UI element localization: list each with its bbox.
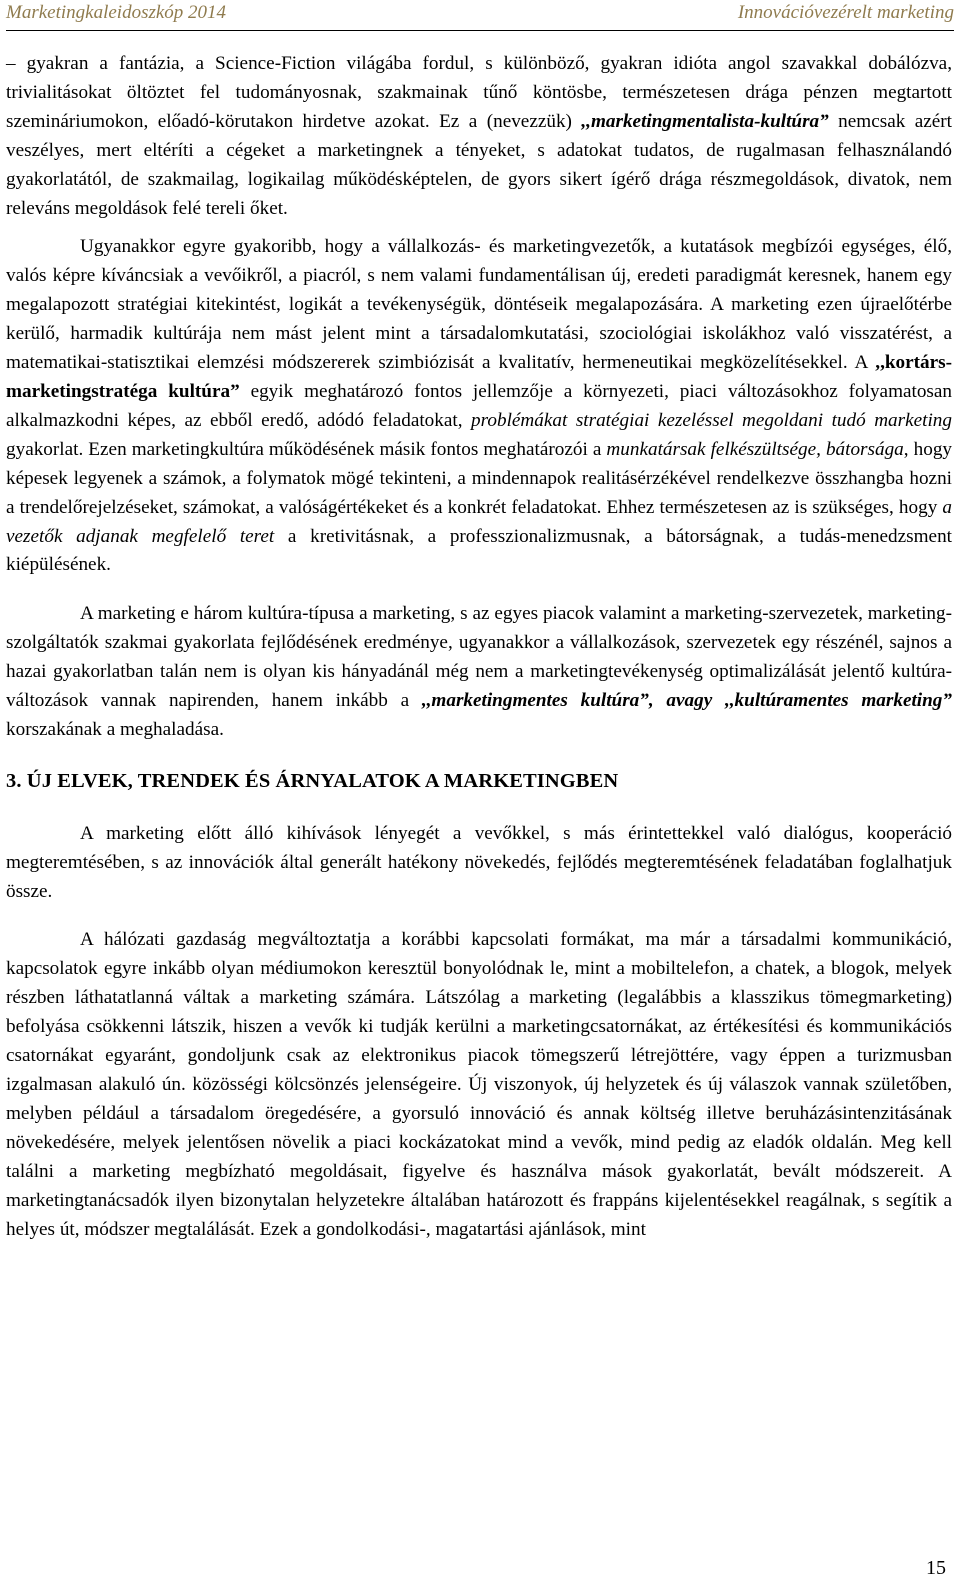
- paragraph-5: A hálózati gazdaság megváltoztatja a korábbi kapcsolati formákat, ma már a társadalmi kommunikáció, kapcsolatok egyre inkább olyan médiumokon keresztül bonyolódnak le, mint a mobiltelefon, a chatek, a blogok, melyek részben láthatatlanná váltak a marketing számára. Látszólag a marketing (legalábbis a klasszikus tömegmarketing) befolyása csökkenni látszik, hiszen a vevők ki tudják kerülni a marketingcsatornákat, az értékesítési és kommunikációs csatornákat egyaránt, gondoljunk csak az elektronikus piacok tömegszerű létrejöttére, vagy éppen a turizmusban izgalmasan alakuló ún. közösségi kölcsönzés jelenségeire. Új viszonyok, új helyzetek és új válaszok vannak születőben, melyben például a társadalom öregedésére, a gyorsuló innováció és annak költség illetve beruházásintenzitásának növekedésére, melyek jelentősen növelik a piaci kockázatokat mind a vevők, mind pedig az eladók oldalán. Meg kell találni a marketing megbízható megoldásait, figyelve és használva mások gyakorlatát, bevált módszereit. A marketingtanácsadók ilyen bizonytalan helyzetekre általában határozott és frappáns kijelentésekkel reagálnak, s segítik a helyes út, módszer megtalálását. Ezek a gondolkodási-, magatartási ajánlások, mint: [6, 929, 952, 1240]
- section-heading: 3. ÚJ ELVEK, TRENDEK ÉS ÁRNYALATOK A MARKETINGBEN: [6, 769, 619, 792]
- paragraph-2-italic-3: a vezetők adjanak megfelelő teret: [6, 496, 952, 547]
- paragraph-2: [6, 233, 952, 580]
- term-kortars-marketingstratega: ,,kortárs-marketingstratéga kultúra”: [6, 352, 952, 402]
- paragraph-2-text-c: gyakorlat. Ezen marketingkultúra működésének másik fontos meghatározói a: [6, 438, 607, 460]
- paragraph-2-text-b: egyik meghatározó fontos jellemzője a környezeti, piaci változásokhoz folyamatosan alkalmazkodni képes, az ebből eredő, adódó feladatokat,: [6, 380, 953, 431]
- header-publication-title: Marketingkaleidoszkóp 2014: [6, 2, 227, 23]
- paragraph-3-text-b: korszakának a meghaladása.: [6, 718, 224, 740]
- header-section-title: Innovációvezérelt marketing: [737, 2, 954, 23]
- paragraph-2-italic-1: problémákat stratégiai kezeléssel megoldani tudó marketing: [471, 409, 952, 431]
- page-header: [0, 0, 960, 30]
- document-body: [6, 50, 952, 1244]
- term-marketingmentalista: ,,marketingmentalista-kultúra”: [581, 110, 829, 132]
- paragraph-4: A marketing előtt álló kihívások lényegét a vevőkkel, s más érintettekkel való dialógus, kooperáció megteremtésében, s az innovációk által generált hatékony növekedés, fejlődés megteremtésének feladatában foglalhatjuk össze.: [6, 822, 952, 902]
- paragraph-1: [6, 50, 952, 223]
- header-rule: [6, 30, 954, 31]
- term-marketingmentes-kultura: ,,marketingmentes kultúra”, avagy ,,kultúramentes marketing”: [421, 690, 952, 712]
- paragraph-1-text-a: – gyakran a fantázia, a Science-Fiction világába fordul, s különböző, gyakran idióta angol szavakkal dobálózva, trivialitásokat öltöztet fel tudományosnak, szakmainak tűnő köntösbe, természetesen drága pénzen megtartott szemináriumokon, előadó-körutakon hirdetve azokat. Ez a (nevezzük): [6, 53, 952, 132]
- page-number: 15: [926, 1557, 946, 1579]
- paragraph-2-text-e: a kretivitásnak, a professzionalizmusnak, a bátorságnak, a tudás-menedzsment kiépülésének.: [6, 525, 952, 576]
- paragraph-2-text-a: Ugyanakkor egyre gyakoribb, hogy a vállalkozás- és marketingvezetők, a kutatások megbízói egységes, élő, valós képre kíváncsiak a vevőikről, a piacról, s nem valami fundamentálisan új, eredeti paradigmát keresnek, hanem egy megalapozott stratégiai kitekintést, logikát a tevékenységük, döntéseik megalapozására. A marketing ezen újraelőtérbe kerülő, harmadik kultúrája nem mást jelent mint a társadalomkutatási, szociológiai iskolákhoz való visszatérést, a matematikai-statisztikai elemzési módszererek szimbiózisát a kvalitatív, hermeneutikai megközelítésekkel. A: [6, 236, 952, 374]
- paragraph-2-text-d: , hogy képesek legyenek a számok, a folymatok mögé tekinteni, a mindennapok realitásérzékével rendelkezve összhangba hozni a trendelőrejelzéseket, számokat, a valóságértékeket és a konkrét feladatokat. Ehhez természetesen az is szükséges, hogy: [6, 438, 953, 518]
- paragraph-3-text-a: A marketing e három kultúra-típusa a marketing, s az egyes piacok valamint a marketing-szervezetek, marketing-szolgáltatók szakmai gyakorlata fejlődésének eredménye, ugyanakkor a vállalkozások, szervezetek egy részénél, sajnos a hazai gyakorlatban talán nem is olyan kis hányadánál még nem a marketingtevékenység optimalizálását jelentő kultúra-változások vannak napirenden, hanem inkább a: [6, 603, 952, 712]
- paragraph-2-italic-2: munkatársak felkészültsége, bátorsága: [606, 438, 904, 460]
- paragraph-1-text-b: nemcsak azért veszélyes, mert eltéríti a cégeket a marketingnek a tényeket, s adatokat tudatos, de rugalmasan felhasználandó gyakorlatától, de szakmailag, logikailag működésképtelen, de gyors sikert ígérő drága részmegoldások, divatok, nem releváns megoldások felé tereli őket.: [6, 110, 953, 219]
- paragraph-3: [6, 600, 952, 745]
